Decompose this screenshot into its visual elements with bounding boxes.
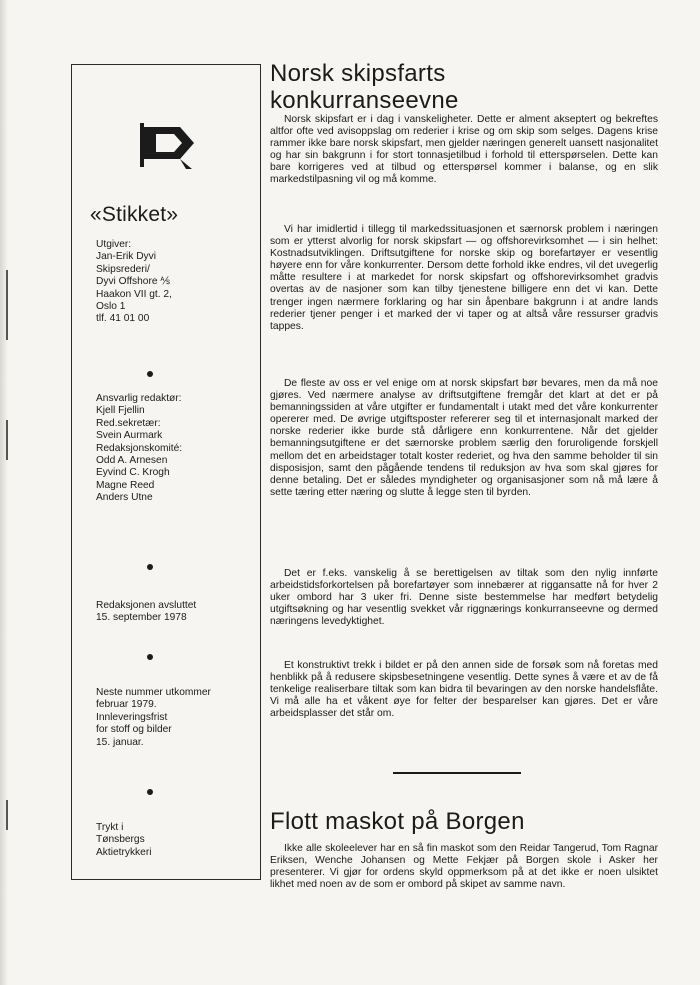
printer-info: [96, 822, 151, 859]
next-issue-line: Innleveringsfrist: [96, 711, 168, 723]
publisher-line: Dyvi Offshore ⅍: [96, 276, 170, 288]
spine-mark: [6, 420, 8, 460]
article-paragraph: Det er f.eks. vanskelig å se berettigelsen av tiltak som den nylig innførte arbeidstidsforkortelsen på borefartøyer som innebærer at riggansatte nå for hver 2 uker ombord har 3 uker fri. Denne siste bestemmelse har medført betydelig utgiftsøkning og har vesentlig svekket vår riggnærings konkurranseevne og dermed næringens levedyktighet.: [270, 568, 658, 628]
publisher-line: Skipsrederi/: [96, 263, 150, 275]
next-issue-line: februar 1979.: [96, 699, 157, 711]
article-headline-mascot: Flott maskot på Borgen: [270, 808, 525, 835]
page-spine-shadow: [0, 0, 8, 985]
headline-line: konkurranseevne: [270, 87, 459, 114]
article-paragraph: Et konstruktivt trekk i bildet er på den annen side de forsøk som nå foretas med henblikk på å redusere skipsbesetningene vesentlig. Dette synes å være et av de få tenkelige realiserbare tiltak som kan bidra til bevaringen av den norske handelsflåte. Vi må alle ha et våkent øye for felter der besparelser kan gjøres. Det er våre arbeidsplasser det står om.: [270, 660, 658, 720]
printer-line: Aktietrykkeri: [96, 846, 152, 858]
editorial-staff: [96, 393, 182, 505]
section-divider: [393, 772, 521, 774]
article-paragraph: Vi har imidlertid i tillegg til markedssituasjonen et særnorsk problem i næringen som er ytterst alvorlig for norsk skipsfart — og offshorevirksomhet — i sin helhet: Kostnadsutviklingen. Driftsutgiftene for norske skip og borefartøyer er vesentlig høyere enn for våre konkurrenter. Dersom dette forhold ikke endres, vil det uvegerlig måtte resultere i at markedet for norsk skipsfart og offshorevirksomhet gradvis overtas av de nasjoner som kan tilby tjenestene billigere enn det vi kan. Dette trenger ingen nærmere forklaring og har sin åpenbare bakgrunn i at andre lands rederier tjener penger i et marked der vi taper og at altså våre ressurser gradvis tappes.: [270, 224, 658, 332]
separator-bullet-icon: [147, 564, 153, 570]
closing-date-info: [96, 600, 196, 625]
article-shipping-competitiveness: [270, 60, 658, 114]
closing-line: 15. september 1978: [96, 612, 187, 624]
editorial-line: Odd A. Arnesen: [96, 455, 168, 467]
publisher-line: Utgiver:: [96, 239, 132, 250]
printer-line: Tønsbergs: [96, 834, 145, 846]
publisher-line: Oslo 1: [96, 301, 126, 313]
separator-bullet-icon: [147, 654, 153, 660]
masthead-box: [71, 64, 261, 880]
separator-bullet-icon: [147, 789, 153, 795]
editorial-line: Ansvarlig redaktør:: [96, 393, 182, 404]
article-paragraph: Norsk skipsfart er i dag i vanskeligheter. Dette er alment akseptert og bekreftes altfor ofte ved avisoppslag om rederier i krise og om skip som selges. Dagens krise rammer ikke bare norsk skipsfart, men gjelder næringen generelt uansett nasjonalitet og har sin bakgrunn i for stort tonnasjetilbud i forhold til etterspørselen. Dette kan bare korrigeres ved at tilbud og etterspørsel kommer i balanse, og en slik markedstilpasning vil og må komme.: [270, 114, 658, 186]
publisher-line: Haakon VII gt. 2,: [96, 288, 172, 300]
article-paragraph: De fleste av oss er vel enige om at norsk skipsfart bør bevares, men da må noe gjøres. Ved nærmere analyse av driftsutgiftene fremgår det klart at det er på bemanningssiden at våre utgifter er fundamentalt i utakt med det våre konkurrenter opererer med. De øvrige utgiftsposter refererer seg til et internasjonalt marked der norske rederier ikke burde stå dårligere enn konkurrentene. Når det gjelder bemanningsutgiftene er det særnorske problem særlig den foruroligende forskjell mellom det en arbeidstager totalt koster rederiet, og hva den samme beholder til sin disposisjon, samt den pågående tendens til reduksjon av hva som skal gjøres for denne betaling. Det er således myndigheter og organisasjoner som nå må lære å sette tæring etter næring og slutte å legge sten til byrden.: [270, 378, 658, 498]
article-paragraph-mascot: Ikke alle skoleelever har en så fin maskot som den Reidar Tangerud, Tom Ragnar Eriksen, Wenche Johansen og Mette Fekjær på Borgen skole i Asker her presenterer. Vi gjør for ordens skyld oppmerksom på at det ikke er noen ulsiktet likhet med noen av de som er ombord på skipet av samme navn.: [270, 843, 658, 891]
spine-mark: [6, 800, 8, 830]
editorial-line: Eyvind C. Krogh: [96, 467, 170, 479]
dyvi-flag-logo-icon: [134, 119, 198, 171]
editorial-line: Anders Utne: [96, 492, 153, 504]
closing-line: Redaksjonen avsluttet: [96, 600, 197, 611]
editorial-line: Kjell Fjellin: [96, 405, 145, 417]
magazine-title: «Stikket»: [90, 203, 179, 226]
next-issue-line: Neste nummer utkommer: [96, 687, 211, 698]
next-issue-line: for stoff og bilder: [96, 724, 172, 736]
next-issue-info: [96, 687, 211, 749]
editorial-line: Red.sekretær:: [96, 417, 161, 429]
next-issue-line: 15. januar.: [96, 736, 144, 748]
editorial-line: Magne Reed: [96, 479, 155, 491]
publisher-info: [96, 239, 172, 326]
publisher-line: tlf. 41 01 00: [96, 313, 150, 325]
spine-mark: [6, 270, 8, 340]
article-headline: [270, 60, 658, 114]
separator-bullet-icon: [147, 371, 153, 377]
editorial-line: Redaksjonskomité:: [96, 442, 183, 454]
headline-line: Norsk skipsfarts: [270, 60, 446, 87]
editorial-line: Svein Aurmark: [96, 430, 163, 442]
printer-line: Trykt i: [96, 822, 124, 833]
publisher-line: Jan-Erik Dyvi: [96, 251, 157, 263]
